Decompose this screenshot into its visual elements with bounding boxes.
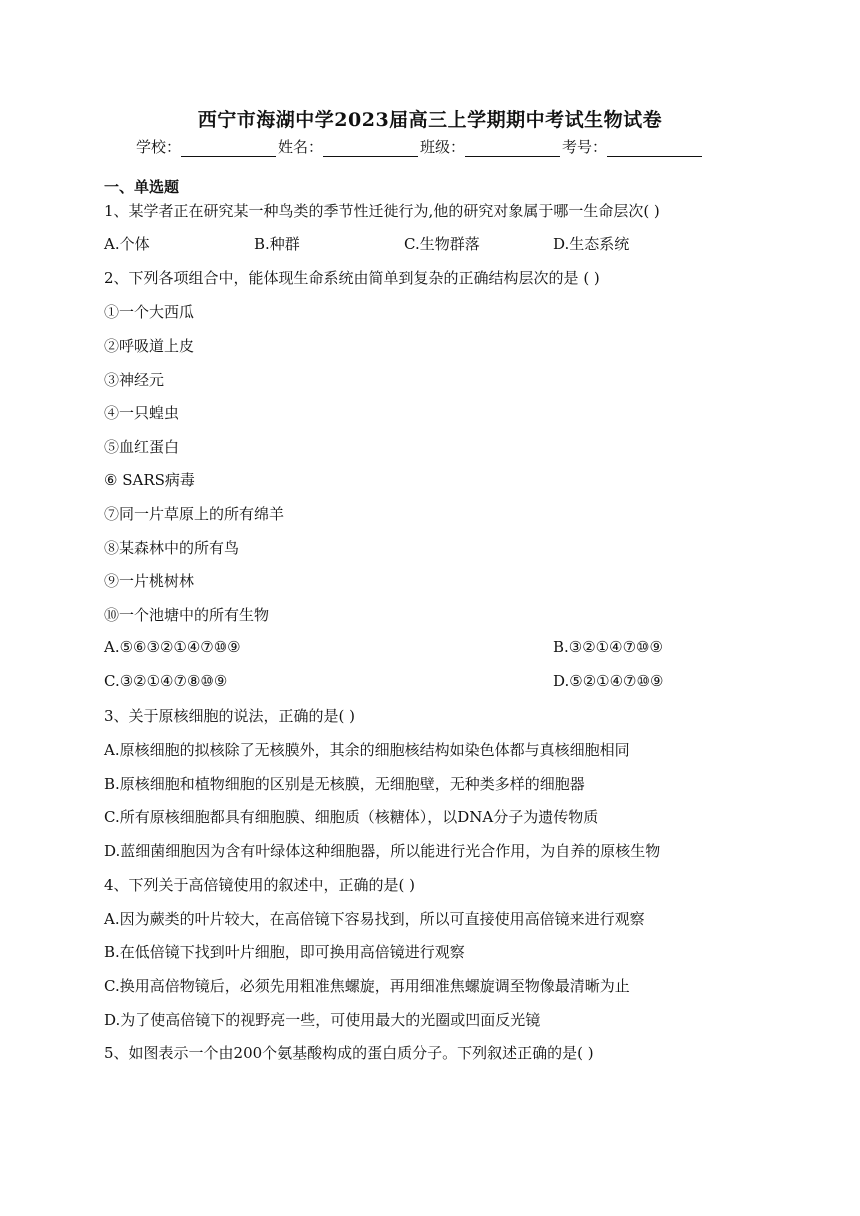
exam-number-blank	[607, 140, 702, 157]
q2-item: ⑨一片桃树林	[104, 572, 195, 590]
q2-option-c: C.③②①④⑦⑧⑩⑨	[104, 672, 228, 690]
q1-option-b: B.种群	[254, 235, 300, 253]
q5-stem: 5、如图表示一个由200个氨基酸构成的蛋白质分子。下列叙述正确的是( )	[104, 1044, 594, 1062]
q4-option-c: C.换用高倍物镜后，必须先用粗准焦螺旋，再用细准焦螺旋调至物像最清晰为止	[104, 977, 630, 995]
q2-options-row-1	[104, 638, 744, 658]
q3-option-b: B.原核细胞和植物细胞的区别是无核膜，无细胞壁，无种类多样的细胞器	[104, 775, 585, 793]
exam-number-label: 考号：	[562, 138, 608, 156]
q2-item: ④一只蝗虫	[104, 404, 180, 422]
section-title: 一、单选题	[104, 178, 180, 196]
q1-options	[104, 233, 744, 253]
class-label: 班级：	[420, 138, 466, 156]
name-label: 姓名：	[278, 138, 324, 156]
q2-option-b: B.③②①④⑦⑩⑨	[553, 638, 663, 656]
school-label: 学校：	[136, 138, 182, 156]
class-blank	[465, 140, 560, 157]
q3-option-a: A.原核细胞的拟核除了无核膜外，其余的细胞核结构如染色体都与真核细胞相同	[104, 741, 630, 759]
q2-item: ⑥ SARS病毒	[104, 471, 195, 489]
q4-option-b: B.在低倍镜下找到叶片细胞，即可换用高倍镜进行观察	[104, 943, 465, 961]
q4-option-a: A.因为蕨类的叶片较大，在高倍镜下容易找到，所以可直接使用高倍镜来进行观察	[104, 910, 645, 928]
name-blank	[323, 140, 418, 157]
q1-stem: 1、某学者正在研究某一种鸟类的季节性迁徙行为,他的研究对象属于哪一生命层次( )	[104, 202, 660, 220]
q3-option-d: D.蓝细菌细胞因为含有叶绿体这种细胞器，所以能进行光合作用，为自养的原核生物	[104, 842, 661, 860]
q3-option-c: C.所有原核细胞都具有细胞膜、细胞质（核糖体），以DNA分子为遗传物质	[104, 808, 599, 826]
q1-option-c: C.生物群落	[404, 235, 480, 253]
q2-option-a: A.⑤⑥③②①④⑦⑩⑨	[104, 638, 241, 656]
q2-item: ⑦同一片草原上的所有绵羊	[104, 505, 285, 523]
q2-item: ⑩一个池塘中的所有生物	[104, 606, 270, 624]
student-info-line	[136, 136, 704, 157]
school-blank	[181, 140, 276, 157]
q4-option-d: D.为了使高倍镜下的视野亮一些，可使用最大的光圈或凹面反光镜	[104, 1011, 541, 1029]
q2-option-d: D.⑤②①④⑦⑩⑨	[553, 672, 664, 690]
q1-option-d: D.生态系统	[553, 235, 630, 253]
q2-item: ⑧某森林中的所有鸟	[104, 539, 240, 557]
q2-item: ①一个大西瓜	[104, 303, 195, 321]
exam-title: 西宁市海湖中学2023届高三上学期期中考试生物试卷	[197, 109, 663, 131]
q2-stem: 2、下列各项组合中，能体现生命系统由简单到复杂的正确结构层次的是 ( )	[104, 269, 600, 287]
q4-stem: 4、下列关于高倍镜使用的叙述中，正确的是( )	[104, 876, 416, 894]
q2-item: ⑤血红蛋白	[104, 438, 180, 456]
q2-options-row-2	[104, 672, 744, 692]
q2-item: ②呼吸道上皮	[104, 337, 195, 355]
q3-stem: 3、关于原核细胞的说法，正确的是( )	[104, 707, 356, 725]
q2-item: ③神经元	[104, 371, 165, 389]
q1-option-a: A.个体	[104, 235, 150, 253]
